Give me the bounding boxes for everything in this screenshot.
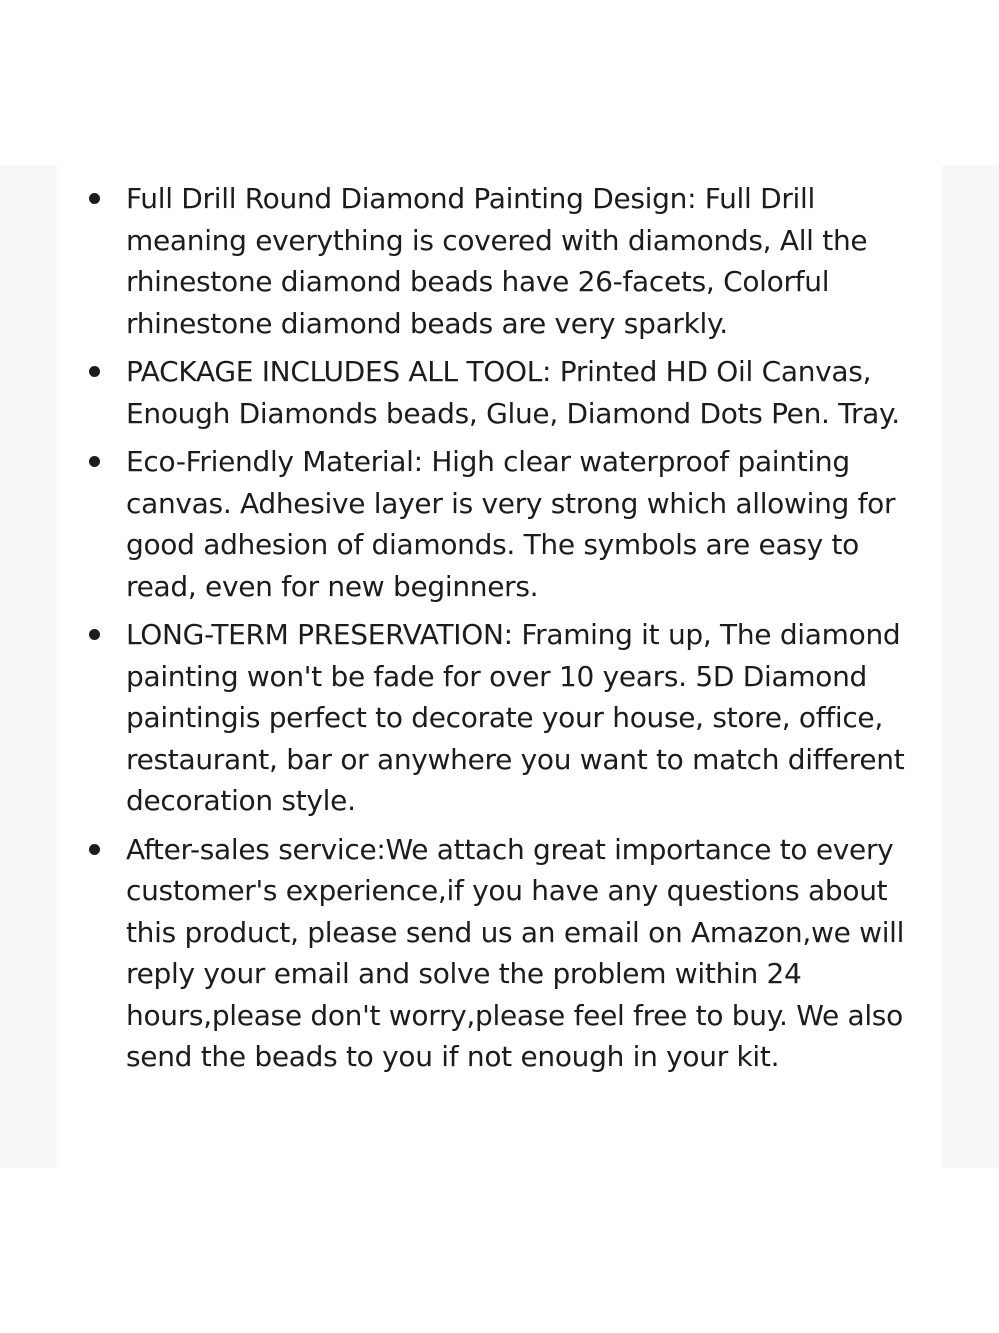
feature-text: LONG-TERM PRESERVATION: Framing it up, The diamond painting won't be fade for over 10 years. 5D Diamond paintingis perfect to decorate your house, store, office, restaurant, bar or anywhere you want to match different decoration style. [126,618,905,817]
bullet-icon [89,629,100,640]
feature-item-material [83,441,933,607]
feature-item-package [83,351,933,434]
feature-item-after-sales [83,829,933,1078]
feature-text: PACKAGE INCLUDES ALL TOOL: Printed HD Oil Canvas, Enough Diamonds beads, Glue, Diamond Dots Pen. Tray. [126,355,900,430]
feature-bullet-list [83,178,933,1085]
feature-item-full-drill [83,178,933,344]
bullet-icon [89,193,100,204]
feature-text: Full Drill Round Diamond Painting Design: Full Drill meaning everything is covered with diamonds, All the rhinestone diamond beads have 26-facets, Colorful rhinestone diamond beads are very sparkly. [126,182,868,340]
feature-text: After-sales service:We attach great importance to every customer's experience,if you have any questions about this product, please send us an email on Amazon,we will reply your email and solve the problem within 24 hours,please don't worry,please feel free to buy. We also send the beads to you if not enough in your kit. [126,832,905,1073]
left-margin-strip [0,165,57,1168]
bullet-icon [89,456,100,467]
bullet-icon [89,844,100,855]
right-margin-strip [942,165,999,1168]
feature-list-panel [57,165,942,1168]
feature-item-preservation [83,614,933,822]
feature-text: Eco-Friendly Material: High clear waterproof painting canvas. Adhesive layer is very strong which allowing for good adhesion of diamonds. The symbols are easy to read, even for new beginners. [126,445,896,603]
bullet-icon [89,366,100,377]
